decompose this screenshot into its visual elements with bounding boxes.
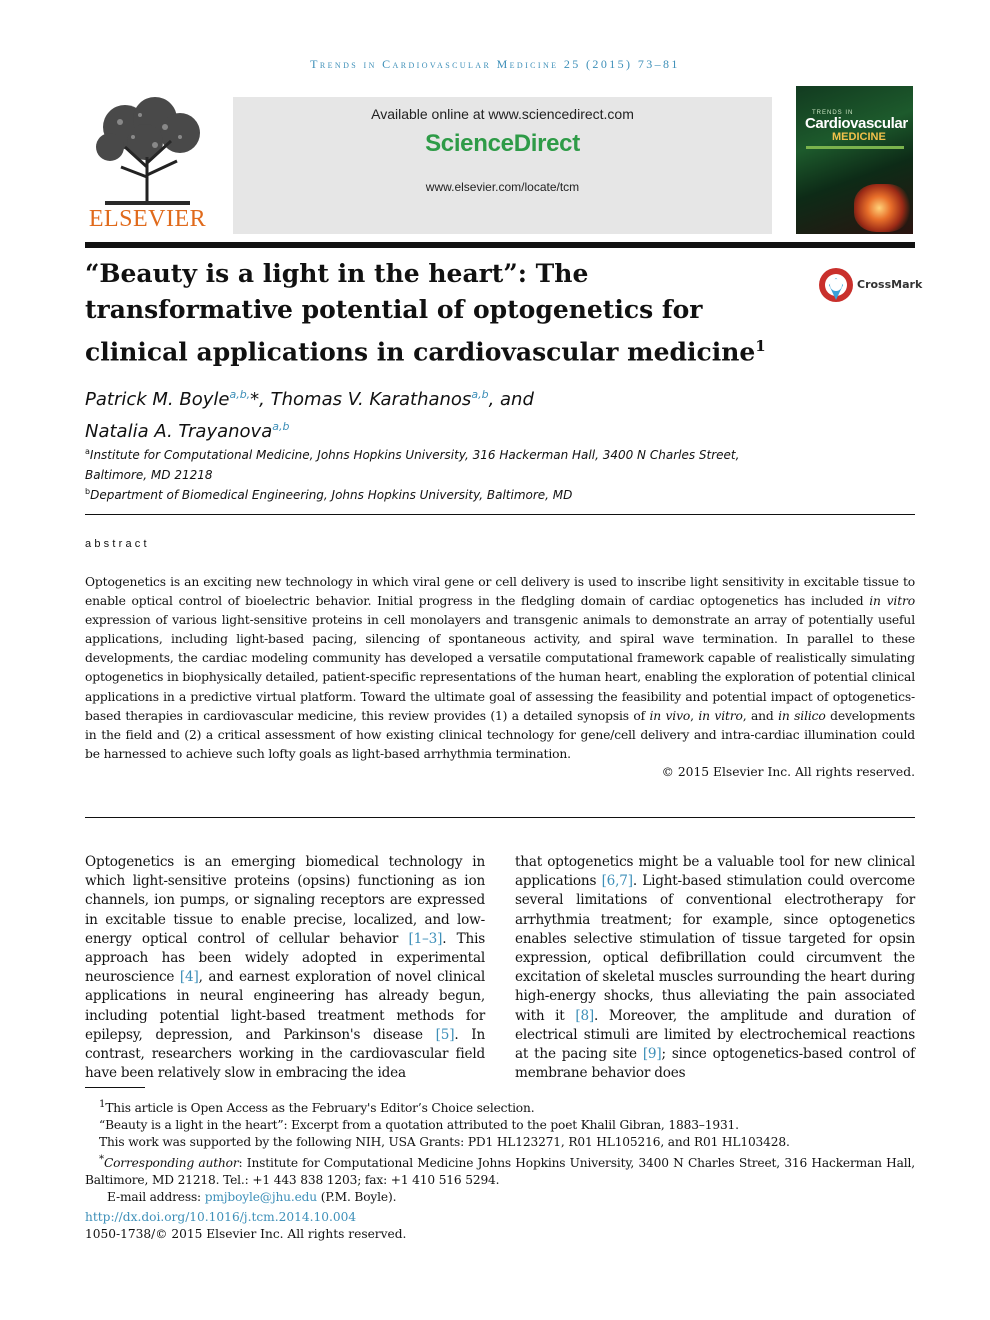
cover-accent-bar bbox=[806, 146, 904, 149]
text-run: developments in the field and (2) a critical assessment of how existing clinical technology for gene/cell delivery and intra-cardiac illumination could be harnessed to achieve such lofty goals as light-based arrhythmia termination. bbox=[85, 708, 915, 761]
text-run: , and earnest exploration of novel clinical applications in neural engineering has already begun, including potential light-based treatment methods for epilepsy, depression, and Parkinson's disease bbox=[85, 969, 485, 1043]
affiliation-mark: b bbox=[85, 487, 91, 496]
author-list bbox=[85, 381, 785, 445]
doi-link[interactable]: http://dx.doi.org/10.1016/j.tcm.2014.10.004 bbox=[85, 1210, 357, 1224]
abstract-heading: abstract bbox=[85, 538, 150, 550]
text-run: . In contrast, researchers working in the cardiovascular field have been relatively slow in embracing the idea bbox=[85, 1026, 485, 1082]
crossmark-badge[interactable] bbox=[817, 266, 927, 306]
body-column-left bbox=[85, 853, 485, 1083]
author-affil-marks: a,b, bbox=[229, 388, 251, 401]
author-separator: , and bbox=[488, 389, 534, 410]
text-run: , bbox=[690, 708, 699, 723]
footnote-corresponding bbox=[85, 1151, 915, 1189]
cover-cardiovascular: Cardiovascular bbox=[805, 115, 908, 132]
footnote-text: This article is Open Access as the February's Editor’s Choice selection. bbox=[105, 1101, 535, 1116]
affiliation-text: Department of Biomedical Engineering, Johns Hopkins University, Baltimore, MD bbox=[90, 488, 573, 502]
footnotes bbox=[85, 1096, 915, 1206]
author-name: Thomas V. Karathanos bbox=[270, 389, 472, 410]
email-link[interactable]: pmjboyle@jhu.edu bbox=[204, 1190, 318, 1205]
journal-banner bbox=[233, 97, 772, 234]
text-run: . This approach has been widely adopted in experimental neuroscience bbox=[85, 930, 485, 986]
affiliation-a bbox=[85, 442, 785, 485]
italic-term: in vitro bbox=[698, 708, 743, 723]
citation-link[interactable]: [4] bbox=[179, 969, 199, 986]
affiliation-mark: a bbox=[85, 447, 90, 456]
cover-heart-image bbox=[854, 184, 910, 232]
masthead-rule bbox=[85, 242, 915, 248]
text-run: Optogenetics is an exciting new technology in which viral gene or cell delivery is used to inscribe light sensitivity in excitable tissue to enable optical control of bioelectric behavior. Initial progress in the fledgling domain of cardiac optogenetics has included bbox=[85, 575, 915, 609]
title-footnote-mark[interactable]: 1 bbox=[755, 337, 766, 355]
citation-link[interactable]: [8] bbox=[575, 1007, 594, 1024]
footnote-email bbox=[85, 1189, 915, 1206]
text-run: that optogenetics might be a valuable tool for new clinical applications bbox=[515, 854, 915, 890]
elsevier-logo[interactable] bbox=[85, 97, 210, 233]
footnote-grants: This work was supported by the following NIH, USA Grants: PD1 HL123271, R01 HL105216, and R01 HL103428. bbox=[99, 1135, 790, 1150]
footnote-rule bbox=[85, 1087, 145, 1088]
citation-link[interactable]: [1–3] bbox=[408, 930, 443, 947]
footnote-mark: * bbox=[99, 1154, 104, 1166]
text-run: expression of various light-sensitive proteins in cell monolayers and transgenic animals to demonstrate an array of potentially useful applications, including light-based pacing, silencing of spontaneous activity, and spiral wave termination. In parallel to these developments, the cardiac modeling community has developed a versatile computational framework capable of realistically simulating optogenetics in biophysically detailed, patient-specific representations of the human heart, enabling the exploration of potential clinical applications in a predictive virtual platform. Toward the ultimate goal of assessing the feasibility and potential impact of optogenetics-based therapies in cardiovascular medicine, this review provides (1) a detailed synopsis of bbox=[85, 613, 915, 723]
body-column-right bbox=[515, 853, 915, 1083]
email-suffix: (P.M. Boyle). bbox=[317, 1190, 397, 1205]
author-2[interactable] bbox=[271, 389, 489, 410]
italic-term: in vitro bbox=[869, 594, 915, 609]
email-label: E-mail address: bbox=[107, 1190, 205, 1205]
citation-link[interactable]: [9] bbox=[642, 1046, 662, 1063]
author-separator: , bbox=[259, 389, 271, 410]
footnote-mark: 1 bbox=[99, 1099, 106, 1110]
footnote-1 bbox=[85, 1096, 915, 1117]
author-affil-marks: a,b bbox=[471, 388, 489, 401]
citation-link[interactable]: [6,7] bbox=[601, 873, 633, 890]
affiliation-text: Institute for Computational Medicine, Johns Hopkins University, 316 Hackerman Hall, 3400 N Charles Street, Baltimore, MD 21218 bbox=[85, 448, 740, 482]
abstract-top-rule bbox=[85, 514, 915, 515]
author-affil-marks: a,b bbox=[272, 420, 290, 433]
abstract-copyright: © 2015 Elsevier Inc. All rights reserved. bbox=[661, 765, 915, 779]
author-name: Natalia A. Trayanova bbox=[85, 421, 273, 442]
author-name: Patrick M. Boyle bbox=[85, 389, 230, 410]
issn-line: 1050-1738/© 2015 Elsevier Inc. All rights reserved. bbox=[85, 1227, 407, 1241]
text-run: . Moreover, the amplitude and duration of electrical stimuli are limited by electrochemical reactions at the pacing site bbox=[515, 1007, 915, 1063]
corresponding-mark: * bbox=[250, 389, 260, 410]
elsevier-wordmark: ELSEVIER bbox=[88, 206, 207, 232]
citation-link[interactable]: [5] bbox=[435, 1026, 455, 1043]
italic-term: in silico bbox=[778, 708, 826, 723]
cover-medicine: MEDICINE bbox=[832, 131, 886, 143]
running-head: Trends in Cardiovascular Medicine 25 (2015) 73–81 bbox=[310, 57, 680, 71]
italic-term: in vivo bbox=[649, 708, 691, 723]
crossmark-icon bbox=[817, 266, 855, 306]
text-run: ; since optogenetics-based control of membrane behavior does bbox=[515, 1046, 915, 1082]
corresponding-label: Corresponding author bbox=[103, 1156, 239, 1171]
author-3[interactable] bbox=[85, 421, 289, 442]
article-title-text: “Beauty is a light in the heart”: The transformative potential of optogenetics for clinical applications in cardiovascular medicine bbox=[85, 259, 756, 367]
sciencedirect-logo[interactable]: ScienceDirect bbox=[425, 130, 580, 157]
corresponding-text: : Institute for Computational Medicine Johns Hopkins University, 3400 N Charles Street, 316 Hackerman Hall, Baltimore, MD 21218. Tel.: +1 443 838 1203; fax: +1 410 516 5294. bbox=[85, 1156, 915, 1188]
cover-trends-in: TRENDS IN bbox=[812, 110, 854, 116]
article-title bbox=[85, 256, 785, 370]
text-run: , and bbox=[742, 708, 779, 723]
text-run: Optogenetics is an emerging biomedical technology in which light-sensitive proteins (opsins) functioning as ion channels, ion pumps, or signaling receptors are expressed in excitable tissue to enable precise, localized, and low-energy optical control of cellular behavior bbox=[85, 854, 485, 947]
elsevier-tree-icon bbox=[85, 97, 210, 207]
text-run: . Light-based stimulation could overcome several limitations of conventional electrotherapy for arrhythmia treatment; for example, since optogenetics enables selective stimulation of tissue targeted for opsin expression, optical defibrillation could circumvent the excitation of skeletal muscles surrounding the heart during high-energy shocks, thus alleviating the pain associated with it bbox=[515, 873, 915, 1024]
crossmark-label: CrossMark bbox=[857, 278, 923, 291]
journal-url[interactable]: www.elsevier.com/locate/tcm bbox=[425, 180, 580, 194]
available-online-text: Available online at www.sciencedirect.com bbox=[371, 106, 634, 122]
footnote-quote: “Beauty is a light in the heart”: Excerpt from a quotation attributed to the poet Khalil Gibran, 1883–1931. bbox=[99, 1118, 739, 1133]
author-1[interactable] bbox=[85, 389, 259, 410]
abstract-text bbox=[85, 573, 915, 764]
abstract-bottom-rule bbox=[85, 817, 915, 818]
affiliation-b bbox=[85, 482, 785, 505]
journal-cover[interactable] bbox=[796, 86, 913, 234]
